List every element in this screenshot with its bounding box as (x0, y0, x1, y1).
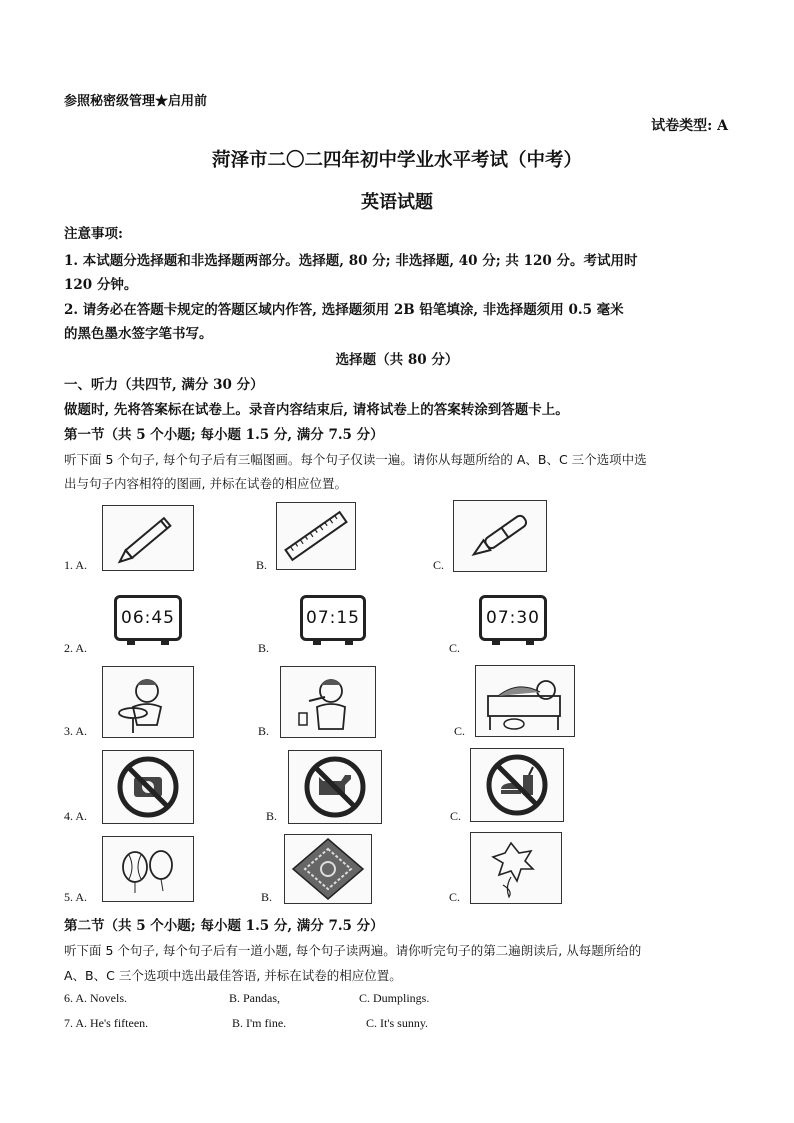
q2-option-c-label: C. (449, 641, 461, 655)
no-food-drink-sign-icon (471, 749, 563, 821)
sub-2-heading: 第二节（共 5 个小题; 每小题 1.5 分, 满分 7.5 分） (64, 918, 384, 934)
q5-option-a-image[interactable] (102, 836, 194, 902)
exam-title: 菏泽市二〇二四年初中学业水平考试（中考） (211, 150, 582, 171)
q2-option-c-image[interactable] (467, 583, 559, 653)
q5-option-a-label: 5. A. (64, 890, 88, 904)
q5-option-c-image[interactable] (470, 832, 562, 904)
q3-option-b-label: B. (258, 724, 270, 738)
part-1-instruction: 做题时, 先将答案标在试卷上。录音内容结束后, 请将试卷上的答案转涂到答题卡上。 (64, 402, 569, 418)
q2-option-a-label: 2. A. (64, 641, 88, 655)
exam-subtitle: 英语试题 (361, 192, 433, 213)
boy-washing-face-icon (103, 667, 193, 737)
question-7-option-b[interactable]: B. I'm fine. (232, 1016, 287, 1030)
q4-option-a-image[interactable] (102, 750, 194, 824)
no-photos-sign-icon (103, 751, 193, 823)
q5-option-b-label: B. (261, 890, 273, 904)
notes-heading: 注意事项: (64, 226, 123, 242)
q1-option-a-image[interactable] (102, 505, 194, 571)
q3-option-c-label: C. (454, 724, 466, 738)
q4-option-b-image[interactable] (288, 750, 382, 824)
q2-option-b-label: B. (258, 641, 270, 655)
q1-option-b-image[interactable] (276, 502, 356, 570)
q4-option-c-label: C. (450, 809, 462, 823)
note-item-2-line-2: 的黑色墨水签字笔书写。 (64, 326, 213, 342)
q3-option-a-label: 3. A. (64, 724, 88, 738)
question-6-option-c[interactable]: C. Dumplings. (359, 991, 430, 1005)
kite-icon (471, 833, 561, 903)
digital-clock-icon: 07:15 (300, 595, 366, 641)
note-item-2-line-1: 2. 请务必在答题卡规定的答题区域内作答, 选择题须用 2B 铅笔填涂, 非选择题须用 0.5 毫米 (64, 302, 624, 318)
paper-cut-icon (285, 835, 371, 903)
no-dogs-sign-icon (289, 751, 381, 823)
q2-option-b-image[interactable] (288, 583, 378, 653)
question-6-option-b[interactable]: B. Pandas, (229, 991, 280, 1005)
paper-type: 试卷类型: A (651, 118, 728, 134)
q3-option-b-image[interactable] (280, 666, 376, 738)
lanterns-icon (103, 837, 193, 901)
q4-option-a-label: 4. A. (64, 809, 88, 823)
q5-option-c-label: C. (449, 890, 461, 904)
digital-clock-icon: 06:45 (114, 595, 182, 641)
sub-1-instruction-line-2: 出与句子内容相符的图画, 并标在试卷的相应位置。 (64, 476, 347, 491)
note-item-1-line-1: 1. 本试题分选择题和非选择题两部分。选择题, 80 分; 非选择题, 40 分; 共 120 分。考试用时 (64, 253, 638, 269)
boy-sleeping-icon (476, 666, 574, 736)
q1-option-c-image[interactable] (453, 500, 547, 572)
part-1-heading: 一、听力（共四节, 满分 30 分） (64, 377, 264, 393)
sub-1-heading: 第一节（共 5 个小题; 每小题 1.5 分, 满分 7.5 分） (64, 427, 384, 443)
ruler-icon (277, 503, 355, 569)
section-title: 选择题（共 80 分） (335, 352, 459, 368)
note-item-1-line-2: 120 分钟。 (64, 277, 138, 293)
sub-1-instruction-line-1: 听下面 5 个句子, 每个句子后有三幅图画。每个句子仅读一遍。请你从每题所给的 A、B、C 三个选项中选 (64, 452, 647, 467)
sub-2-instruction-line-2: A、B、C 三个选项中选出最佳答语, 并标在试卷的相应位置。 (64, 968, 402, 983)
question-7-option-a[interactable]: 7. A. He's fifteen. (64, 1016, 149, 1030)
secrecy-label: 参照秘密级管理★启用前 (64, 94, 208, 109)
q3-option-a-image[interactable] (102, 666, 194, 738)
digital-clock-icon: 07:30 (479, 595, 547, 641)
q3-option-c-image[interactable] (475, 665, 575, 737)
q4-option-c-image[interactable] (470, 748, 564, 822)
q1-option-b-label: B. (256, 558, 268, 572)
q1-option-a-label: 1. A. (64, 558, 88, 572)
boy-brushing-teeth-icon (281, 667, 375, 737)
question-7-option-c[interactable]: C. It's sunny. (366, 1016, 429, 1030)
sub-2-instruction-line-1: 听下面 5 个句子, 每个句子后有一道小题, 每个句子读两遍。请你听完句子的第二遍朗读后, 从每题所给的 (64, 943, 642, 958)
pencil-icon (103, 506, 193, 570)
q2-option-a-image[interactable] (102, 583, 194, 653)
q4-option-b-label: B. (266, 809, 278, 823)
fountain-pen-icon (454, 501, 546, 571)
question-6-option-a[interactable]: 6. A. Novels. (64, 991, 127, 1005)
q5-option-b-image[interactable] (284, 834, 372, 904)
q1-option-c-label: C. (433, 558, 445, 572)
